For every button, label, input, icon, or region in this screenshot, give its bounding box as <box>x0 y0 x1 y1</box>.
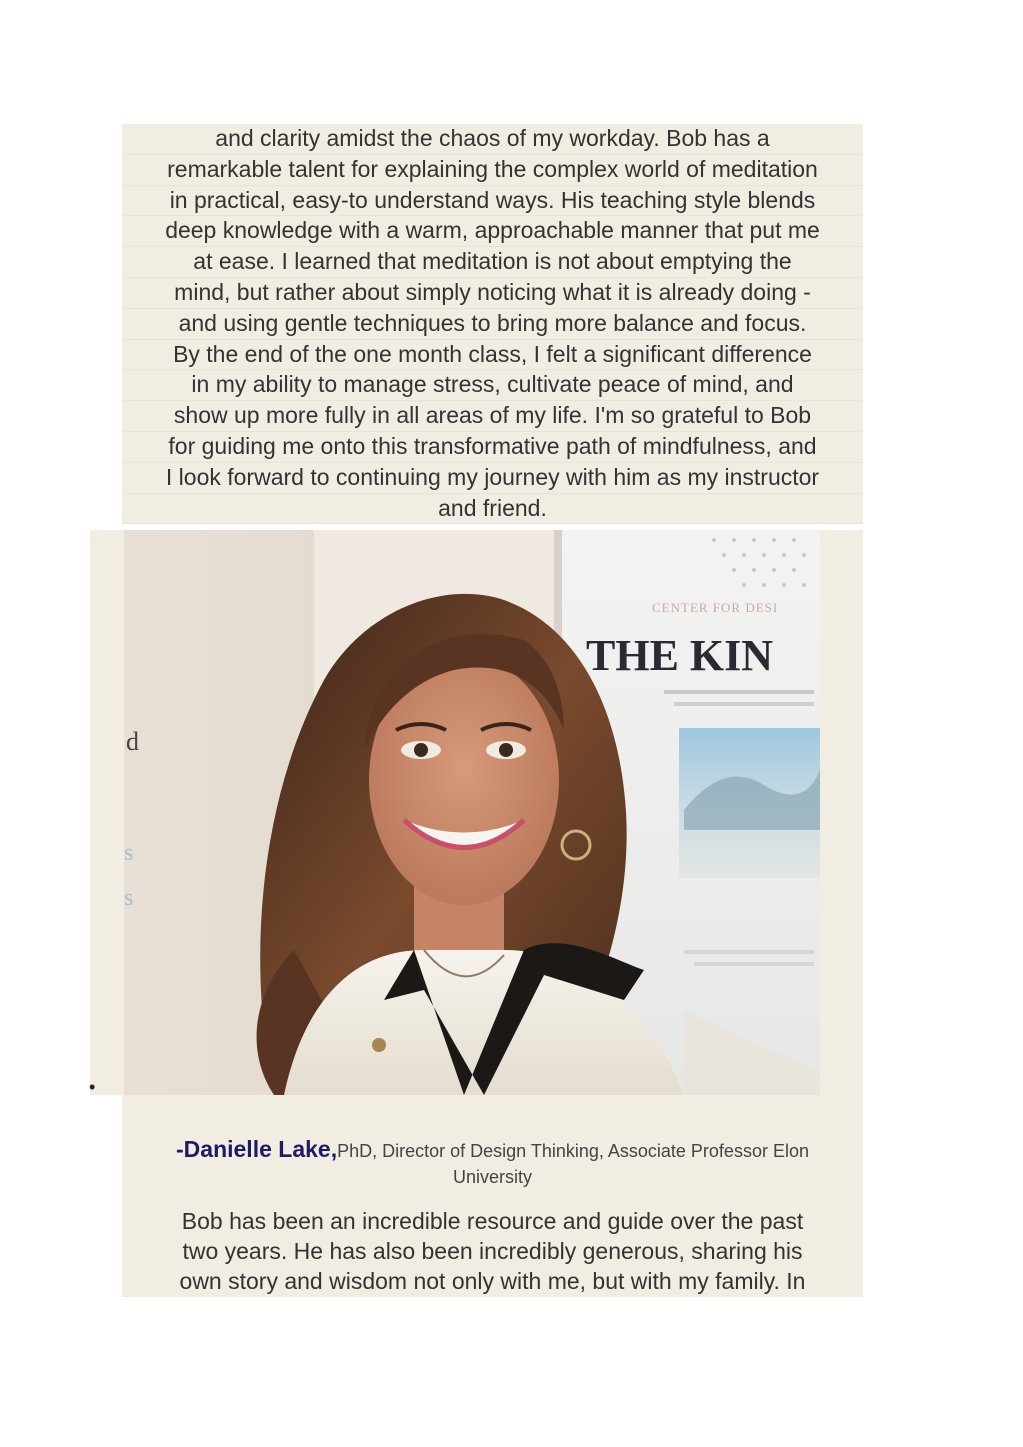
attribution-block <box>122 1095 863 1297</box>
quote-line: deep knowledge with a warm, approachable manner that put me <box>122 216 863 247</box>
author-title-continued: University <box>452 1167 532 1187</box>
list-bullet: • <box>89 1077 96 1097</box>
left-poster-letter: s <box>124 885 134 911</box>
quote-line: for guiding me onto this transformative path of mindfulness, and <box>122 432 863 463</box>
quote-line: and friend. <box>122 494 863 525</box>
poster-header: CENTER FOR DESI <box>652 600 779 615</box>
quote-line: By the end of the one month class, I felt a significant difference <box>122 340 863 371</box>
testimonial-top <box>122 124 863 524</box>
quote-line: at ease. I learned that meditation is not about emptying the <box>122 247 863 278</box>
attribution <box>122 1137 863 1189</box>
quote-line: own story and wisdom not only with me, but with my family. In <box>179 1267 806 1294</box>
quote-line: mind, but rather about simply noticing what it is already doing - <box>122 278 863 309</box>
author-title: PhD, Director of Design Thinking, Associate Professor Elon <box>337 1141 809 1161</box>
quote-line: remarkable talent for explaining the complex world of meditation <box>122 155 863 186</box>
quote-line: in practical, easy-to understand ways. His teaching style blends <box>122 186 863 217</box>
quote-line: Bob has been an incredible resource and guide over the past <box>181 1208 804 1234</box>
author-name: -Danielle Lake, <box>176 1136 338 1162</box>
quote-line: and clarity amidst the chaos of my workday. Bob has a <box>122 124 863 155</box>
quote-line: two years. He has also been incredibly generous, sharing his <box>182 1237 803 1264</box>
poster-title: THE KIN <box>586 631 774 680</box>
left-poster-letter: s <box>124 840 134 866</box>
quote-line: I look forward to continuing my journey with him as my instructor <box>122 463 863 494</box>
quote-line: in my ability to manage stress, cultivate peace of mind, and <box>122 370 863 401</box>
portrait-photo <box>124 530 820 1095</box>
left-poster-letter: d <box>126 727 139 756</box>
testimonial-bottom <box>122 1207 863 1296</box>
quote-line: and using gentle techniques to bring more balance and focus. <box>122 309 863 340</box>
quote-line: show up more fully in all areas of my life. I'm so grateful to Bob <box>122 401 863 432</box>
